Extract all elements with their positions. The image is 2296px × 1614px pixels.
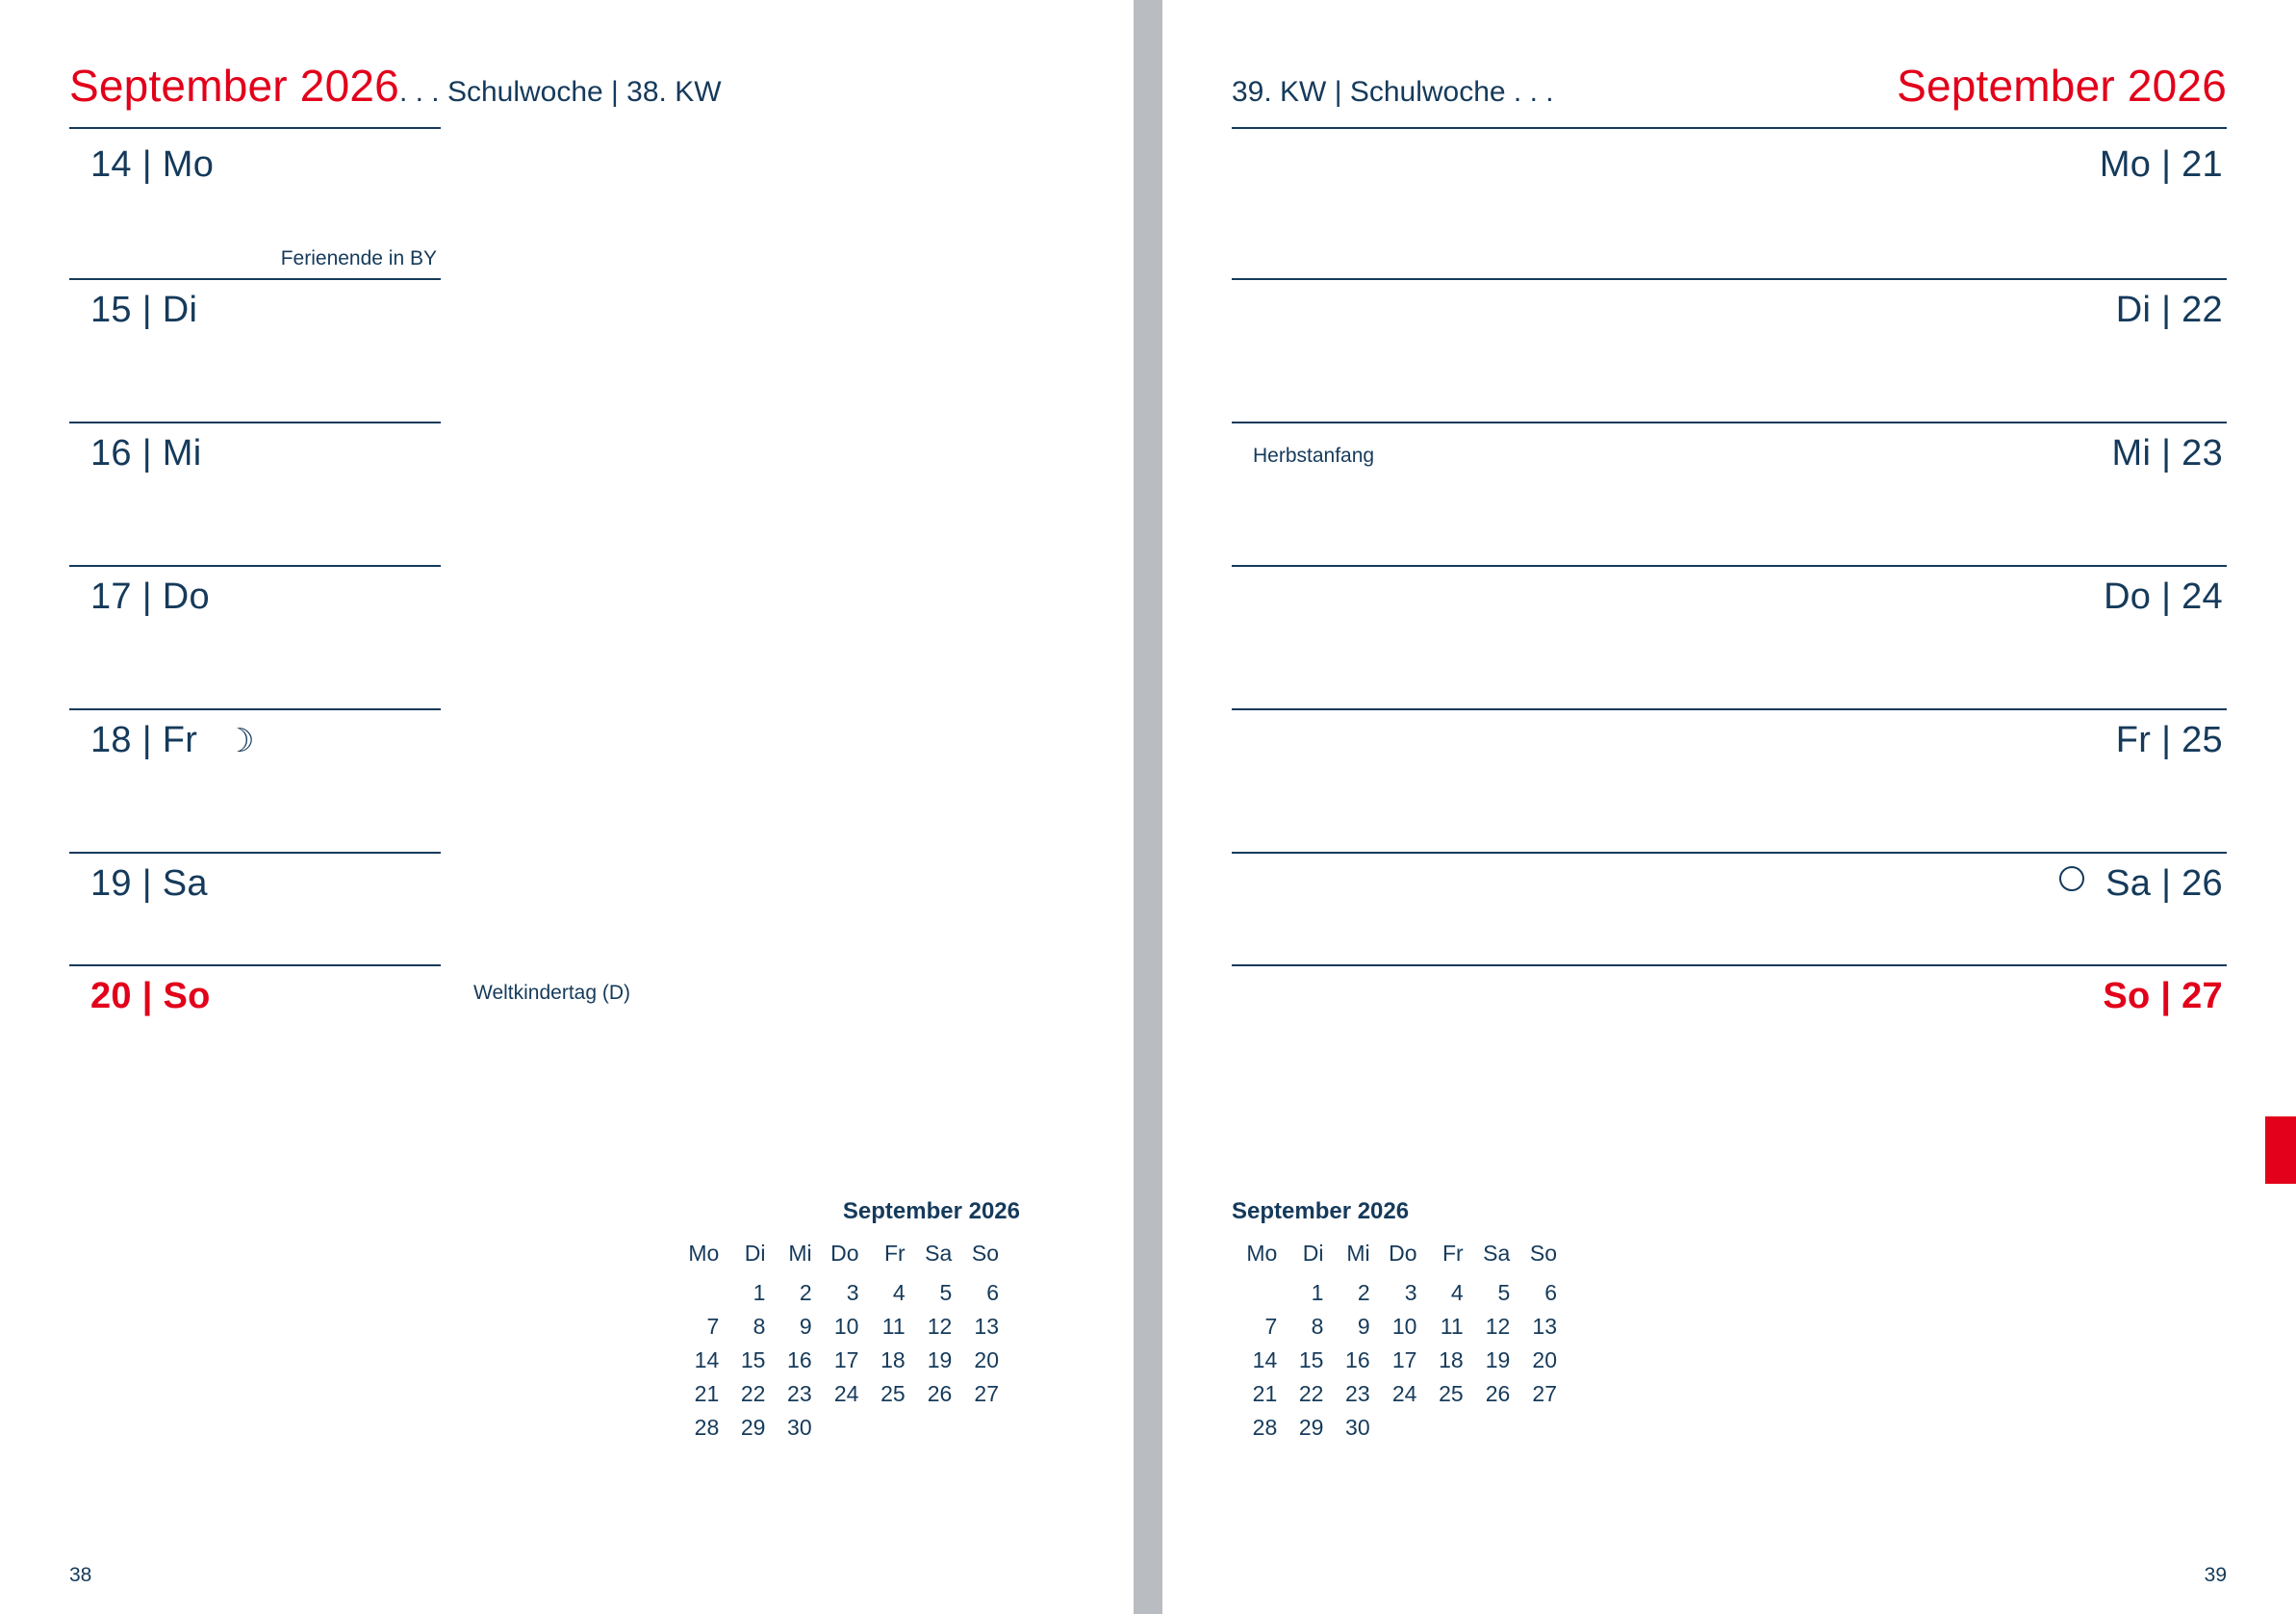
page-number: 38 [69, 1564, 92, 1586]
day-row-17[interactable] [69, 565, 441, 708]
mini-day: 29 [740, 1415, 766, 1440]
mini-month-left [674, 1198, 1020, 1445]
mini-day: 3 [846, 1280, 859, 1305]
mini-weekday-do: Do [1389, 1241, 1417, 1266]
day-label: So | 27 [2103, 976, 2223, 1016]
mini-day [907, 1411, 955, 1445]
mini-day: 28 [1252, 1415, 1278, 1440]
mini-month-week [1232, 1377, 1559, 1411]
page-title: September 2026 [1897, 61, 2227, 111]
mini-day: 7 [1264, 1314, 1278, 1339]
day-row-26[interactable] [1232, 852, 2227, 964]
mini-day [1512, 1411, 1559, 1445]
day-label: 15 | Di [90, 290, 198, 330]
mini-month-week [674, 1377, 1001, 1411]
mini-day [954, 1411, 1001, 1445]
left-page [0, 0, 1134, 1614]
day-row-22[interactable] [1232, 278, 2227, 422]
mini-day: 15 [740, 1347, 766, 1372]
mini-day: 12 [927, 1314, 953, 1339]
mini-day: 22 [740, 1381, 766, 1406]
moon-full-icon [2059, 866, 2084, 891]
mini-month-week [1232, 1344, 1559, 1377]
mini-day: 10 [1391, 1314, 1417, 1339]
mini-day: 11 [1440, 1314, 1464, 1339]
mini-day: 20 [1532, 1347, 1557, 1372]
mini-day: 27 [974, 1381, 999, 1406]
mini-day: 18 [880, 1347, 906, 1372]
mini-weekday-mi: Mi [788, 1241, 812, 1266]
day-row-18[interactable] [69, 708, 441, 852]
day-row-15[interactable] [69, 278, 441, 422]
day-label: 20 | So [90, 976, 211, 1016]
right-page-inner [1162, 0, 2296, 1614]
week-label: 39. KW | Schulwoche . . . [1232, 76, 1554, 108]
mini-day: 8 [753, 1314, 766, 1339]
mini-weekday-so: So [971, 1241, 999, 1266]
day-label: Mo | 21 [2099, 144, 2223, 185]
mini-day: 4 [1450, 1280, 1464, 1305]
mini-day: 16 [787, 1347, 812, 1372]
mini-weekday-sa: Sa [1483, 1241, 1511, 1266]
day-row-14[interactable] [69, 135, 441, 278]
mini-day: 2 [799, 1280, 812, 1305]
mini-day: 28 [694, 1415, 720, 1440]
mini-day: 21 [694, 1381, 720, 1406]
mini-day: 25 [880, 1381, 906, 1406]
mini-day: 16 [1345, 1347, 1370, 1372]
header-divider [1232, 127, 2227, 129]
left-page-inner [0, 0, 1134, 1614]
mini-day: 30 [787, 1415, 812, 1440]
day-row-21[interactable] [1232, 135, 2227, 278]
mini-day: 22 [1298, 1381, 1324, 1406]
mini-weekday-di: Di [1302, 1241, 1324, 1266]
day-row-19[interactable] [69, 852, 441, 964]
day-note: Herbstanfang [1253, 445, 1375, 467]
day-label: Do | 24 [2104, 576, 2223, 617]
mini-day: 12 [1485, 1314, 1511, 1339]
day-note: Weltkindertag (D) [473, 982, 630, 1004]
day-row-16[interactable] [69, 422, 441, 565]
day-label: 16 | Mi [90, 433, 202, 474]
day-row-25[interactable] [1232, 708, 2227, 852]
mini-day [814, 1411, 861, 1445]
mini-weekday-mo: Mo [1246, 1241, 1278, 1266]
right-page [1162, 0, 2296, 1614]
spread-gutter [1134, 0, 1162, 1614]
mini-month-week [1232, 1411, 1559, 1445]
mini-day: 23 [1345, 1381, 1370, 1406]
mini-day: 26 [927, 1381, 953, 1406]
mini-day: 10 [833, 1314, 859, 1339]
mini-day: 6 [1544, 1280, 1557, 1305]
mini-day: 27 [1532, 1381, 1557, 1406]
mini-day: 29 [1298, 1415, 1324, 1440]
mini-month-week [674, 1310, 1001, 1344]
mini-weekday-so: So [1529, 1241, 1557, 1266]
left-page-header [69, 60, 722, 127]
mini-month-week [1232, 1310, 1559, 1344]
mini-weekday-di: Di [744, 1241, 766, 1266]
mini-day: 23 [787, 1381, 812, 1406]
mini-day: 14 [694, 1347, 720, 1372]
mini-day: 17 [833, 1347, 859, 1372]
mini-day [1232, 1276, 1279, 1310]
day-label: 17 | Do [90, 576, 210, 617]
day-row-20[interactable] [69, 964, 630, 1077]
day-label: 14 | Mo [90, 144, 215, 185]
mini-month-table [1232, 1237, 1559, 1445]
day-label: 19 | Sa [90, 863, 208, 904]
day-label-text: 18 | Fr [90, 720, 198, 760]
day-label: Fr | 25 [2115, 720, 2223, 760]
day-label-text: Sa | 26 [2105, 863, 2223, 904]
day-label: Di | 22 [2115, 290, 2223, 330]
mini-day: 3 [1404, 1280, 1417, 1305]
mini-day: 6 [986, 1280, 999, 1305]
mini-weekday-mo: Mo [688, 1241, 720, 1266]
mini-day [860, 1411, 906, 1445]
week-label: . . . Schulwoche | 38. KW [398, 76, 722, 108]
mini-day: 9 [799, 1314, 812, 1339]
mini-day: 1 [1311, 1280, 1324, 1305]
mini-day: 24 [833, 1381, 859, 1406]
mini-day: 2 [1357, 1280, 1370, 1305]
mini-day: 5 [939, 1280, 953, 1305]
mini-day: 9 [1357, 1314, 1370, 1339]
day-label [90, 720, 255, 761]
mini-month-right [1232, 1198, 1578, 1445]
header-divider [69, 127, 441, 129]
right-day-list [1232, 135, 2227, 1077]
mini-day: 17 [1391, 1347, 1417, 1372]
moon-first-quarter-icon: ☽ [225, 723, 255, 759]
mini-day: 24 [1391, 1381, 1417, 1406]
mini-day [1466, 1411, 1513, 1445]
mini-month-week [674, 1344, 1001, 1377]
mini-month-week [674, 1276, 1001, 1310]
mini-weekday-sa: Sa [925, 1241, 953, 1266]
mini-day: 8 [1311, 1314, 1324, 1339]
day-row-27[interactable] [1232, 964, 2227, 1077]
page-number: 39 [2204, 1564, 2227, 1586]
day-row-23[interactable] [1232, 422, 2227, 565]
mini-day: 18 [1439, 1347, 1464, 1372]
mini-month-header-row [1232, 1237, 1559, 1276]
mini-day: 19 [1485, 1347, 1511, 1372]
mini-day: 7 [706, 1314, 720, 1339]
mini-day: 1 [753, 1280, 766, 1305]
mini-day: 20 [974, 1347, 999, 1372]
day-note: Ferienende in BY [280, 247, 437, 269]
mini-day: 19 [927, 1347, 953, 1372]
day-label [2059, 863, 2223, 905]
mini-weekday-fr: Fr [883, 1241, 906, 1266]
mini-weekday-do: Do [830, 1241, 859, 1266]
left-day-list [69, 135, 630, 1077]
mini-day: 30 [1345, 1415, 1370, 1440]
mini-day: 5 [1497, 1280, 1511, 1305]
month-tab-marker[interactable] [2265, 1116, 2296, 1184]
mini-month-week [1232, 1276, 1559, 1310]
mini-month-title: September 2026 [842, 1198, 1020, 1224]
mini-month-week [674, 1411, 1001, 1445]
day-row-24[interactable] [1232, 565, 2227, 708]
mini-day: 11 [881, 1314, 906, 1339]
mini-day: 25 [1439, 1381, 1464, 1406]
page-title: September 2026 [69, 61, 399, 111]
mini-weekday-fr: Fr [1441, 1241, 1464, 1266]
mini-day [1372, 1411, 1419, 1445]
mini-month-table [674, 1237, 1001, 1445]
mini-day: 26 [1485, 1381, 1511, 1406]
mini-weekday-mi: Mi [1346, 1241, 1370, 1266]
mini-day: 14 [1252, 1347, 1278, 1372]
mini-month-header-row [674, 1237, 1001, 1276]
day-label: Mi | 23 [2111, 433, 2223, 474]
mini-day: 13 [974, 1314, 999, 1339]
mini-day: 13 [1532, 1314, 1557, 1339]
mini-day [674, 1276, 721, 1310]
mini-day [1418, 1411, 1465, 1445]
mini-day: 4 [892, 1280, 906, 1305]
right-page-header [1232, 60, 2227, 127]
mini-day: 21 [1252, 1381, 1278, 1406]
mini-month-title: September 2026 [1232, 1198, 1410, 1224]
mini-day: 15 [1298, 1347, 1324, 1372]
